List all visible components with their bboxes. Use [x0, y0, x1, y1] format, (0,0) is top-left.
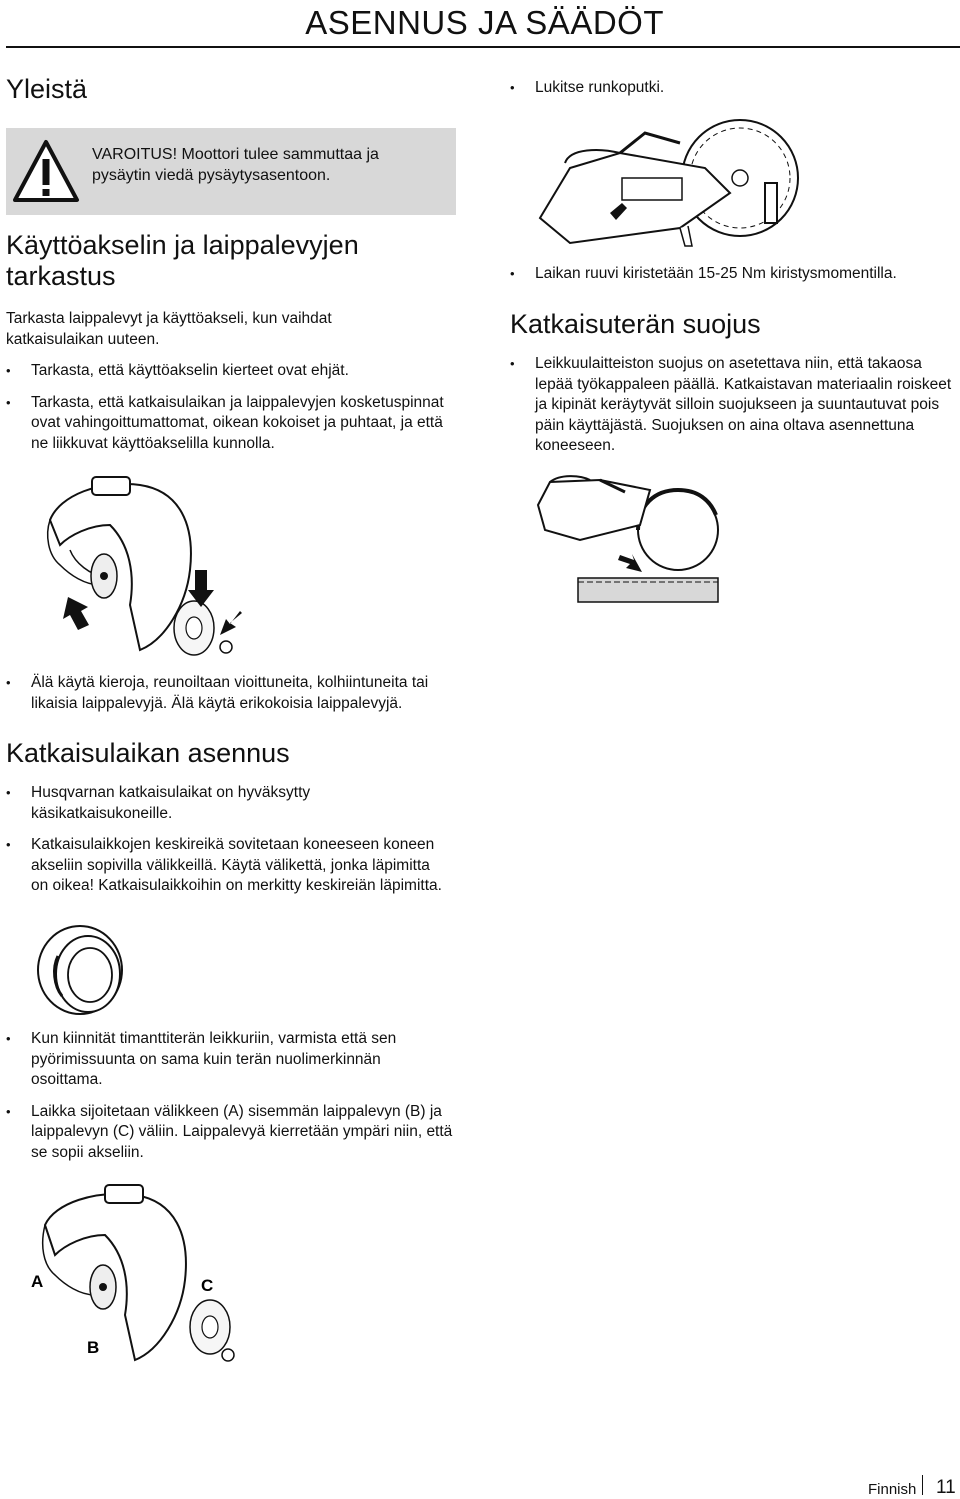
list-item: • Tarkasta, että käyttöakselin kierteet ovat ehjät. — [6, 361, 456, 382]
label-b: B — [87, 1338, 100, 1357]
spacer-ring-illustration — [30, 920, 130, 1020]
label-a: A — [31, 1272, 44, 1291]
shaft-intro: Tarkasta laippalevyt ja käyttöakseli, kun vaihdat katkaisulaikan uuteen. — [6, 310, 332, 348]
warning-box — [6, 128, 456, 215]
lock-bullet-list — [510, 78, 955, 99]
mount-heading: Katkaisulaikan asennus — [6, 738, 290, 768]
list-item: • Laikka sijoitetaan välikkeen (A) sisemmän laippalevyn (B) ja laippalevyn (C) väliin. Laippalevyä kierretään ympäri niin, että se sopii akseliin. — [6, 1102, 456, 1164]
guard-bullet-list — [510, 354, 955, 457]
general-heading: Yleistä — [6, 74, 88, 104]
list-item: • Älä käytä kieroja, reunoiltaan vioittuneita, kolhiintuneita tai likaisia laippalevyjä. Älä käytä erikokoisia laippalevyjä. — [6, 673, 456, 714]
flange-assembly-illustration — [25, 1175, 255, 1375]
mount-bullets — [6, 783, 446, 897]
page-number: 11 — [936, 1477, 956, 1498]
flange-bullet-list — [6, 673, 456, 714]
footer-language: Finnish — [868, 1481, 917, 1498]
mount-bullets-2 — [6, 1029, 456, 1163]
list-item: • Tarkasta, että katkaisulaikan ja laippalevyjen kosketuspinnat ovat vahingoittumattomat, oikean kokoiset ja puhtaat, ja että ne liikkuvat käyttöakselilla kunnolla. — [6, 393, 456, 455]
page-header — [0, 0, 960, 47]
list-item: • Husqvarnan katkaisulaikat on hyväksytty käsikatkaisukoneille. — [6, 783, 446, 824]
flange-inspection-illustration — [30, 465, 260, 660]
list-item: • Lukitse runkoputki. — [510, 78, 955, 99]
label-c: C — [201, 1276, 214, 1295]
torque-bullet-list — [510, 264, 955, 285]
page-title: ASENNUS JA SÄÄDÖT — [305, 4, 664, 41]
cutoff-saw-illustration — [530, 108, 800, 258]
list-item: • Katkaisulaikkojen keskireikä sovitetaan koneeseen koneen akseliin sopivilla välikkeillä. Käytä välikettä, jonka läpimitta on oikea! Katkaisulaikkoihin on merkitty keskireiän läpimitta. — [6, 835, 446, 897]
footer-divider — [922, 1475, 923, 1495]
warning-text: VAROITUS! Moottori tulee sammuttaa ja pysäytin viedä pysäytysasentoon. — [92, 146, 379, 184]
guard-heading: Katkaisuterän suojus — [510, 309, 761, 339]
header-rule — [6, 46, 960, 48]
list-item: • Leikkuulaitteiston suojus on asetettava niin, että takaosa lepää työkappaleen päällä. Katkaistavan materiaalin roiskeet ja kipinät keräytyvät silloin suojukseen ja suuntautuvat pois päin käyttäjästä. Suojuksen on aina oltava asennettuna koneeseen. — [510, 354, 955, 457]
shaft-heading: Käyttöakselin ja laippalevyjen tarkastus — [6, 230, 359, 291]
shaft-bullets — [6, 361, 456, 454]
list-item: • Kun kiinnität timanttiterän leikkuriin, varmista että sen pyörimissuunta on sama kuin terän nuolimerkinnän osoittama. — [6, 1029, 456, 1091]
guard-position-illustration — [530, 470, 730, 610]
warning-triangle-icon — [12, 139, 80, 203]
list-item: • Laikan ruuvi kiristetään 15-25 Nm kiristysmomentilla. — [510, 264, 955, 285]
